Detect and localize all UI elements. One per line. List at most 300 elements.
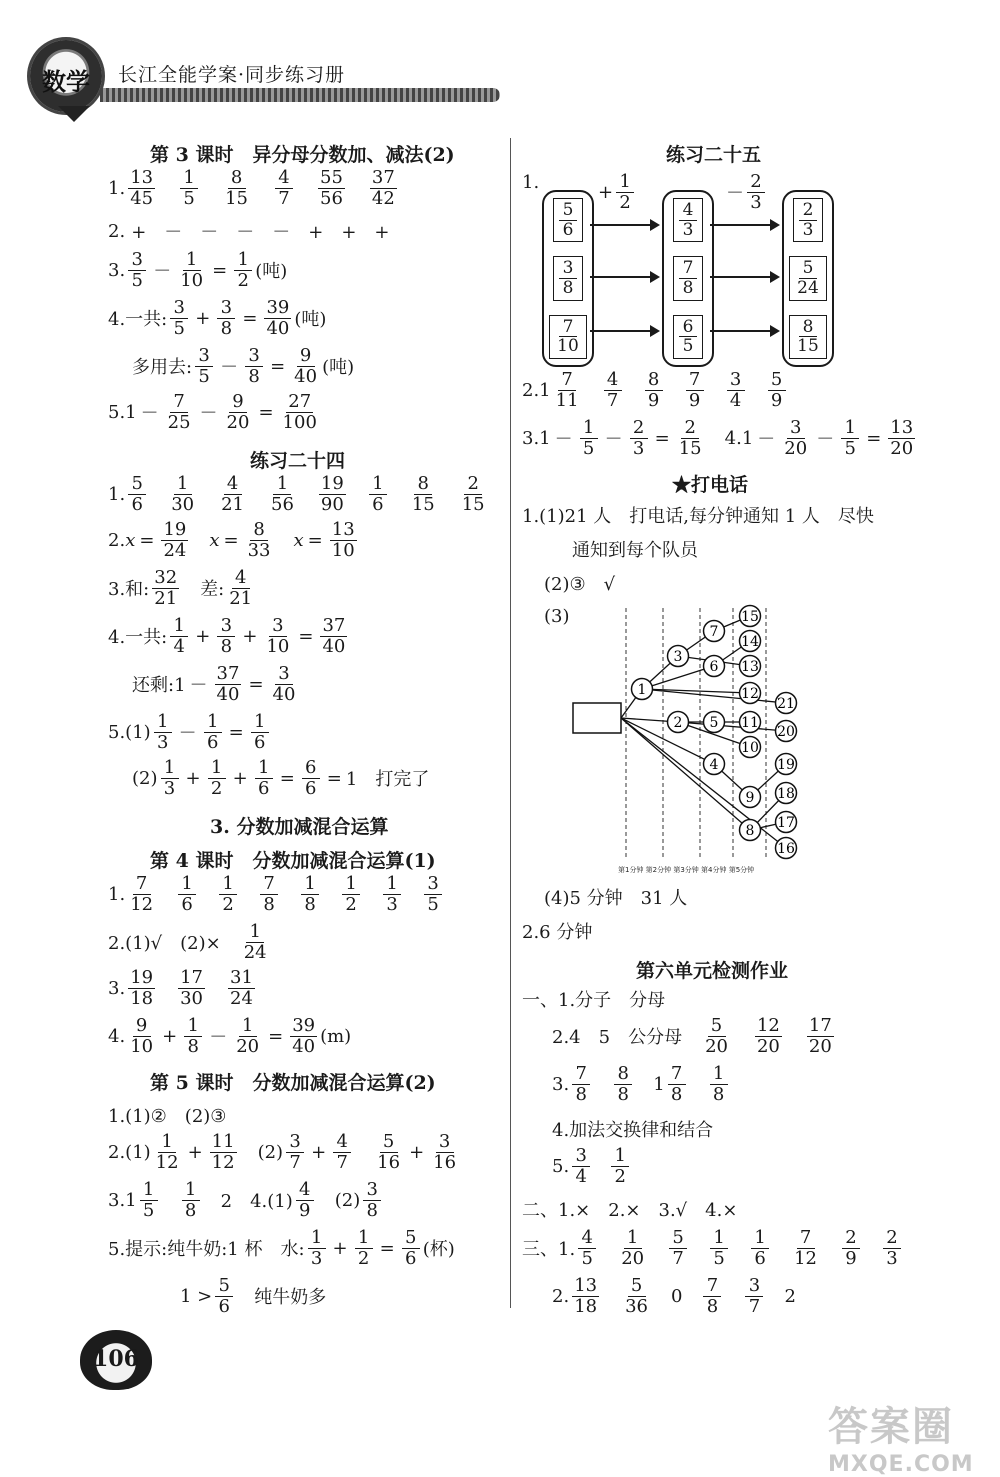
denominator: 9 <box>770 389 783 411</box>
member-node <box>704 754 725 775</box>
phone-tree-diagram <box>560 600 820 876</box>
answer-row: (2) $\frac{1}{3}$ + $\frac{1}{2}$ + $\frac{1}{6}$ = $\frac{6}{6}$ = 1 打完了 <box>132 757 430 799</box>
fraction <box>178 968 205 1009</box>
fraction <box>182 1180 200 1221</box>
denominator: 6 <box>131 493 143 515</box>
answer-label: 2. <box>552 1285 570 1307</box>
fraction <box>782 418 809 459</box>
section-title: 练习二十四 <box>250 450 346 472</box>
numerator: 13 <box>331 519 355 540</box>
numerator: 3 <box>128 250 146 271</box>
numerator: 2 <box>681 418 699 439</box>
answer-text: 4.加法交换律和结合 <box>552 1120 714 1141</box>
denominator: 7 <box>748 1295 761 1317</box>
denominator: 33 <box>247 539 271 561</box>
denominator: 12 <box>211 1151 235 1173</box>
answer-text: 2 <box>784 1285 796 1307</box>
denominator: 10 <box>331 539 355 561</box>
denominator: 9 <box>299 1199 311 1221</box>
numerator: 1 <box>616 172 634 193</box>
fraction <box>888 418 915 459</box>
section-title: 练习二十五 <box>666 144 762 166</box>
boxed-fraction <box>549 315 587 359</box>
answer-label: 2. <box>108 529 126 551</box>
denominator: 5 <box>427 893 439 915</box>
node-label: 9 <box>745 790 755 806</box>
denominator: 6 <box>257 777 270 799</box>
answer-label: 3. <box>552 1073 570 1095</box>
fraction <box>370 168 397 209</box>
denominator: 10 <box>180 269 204 291</box>
fraction <box>320 616 347 657</box>
fraction <box>154 1132 181 1173</box>
answer-label: 2. <box>108 220 126 242</box>
numerator: 13 <box>130 167 154 188</box>
answer-text: (4)5 分钟 31 人 <box>544 888 688 909</box>
numerator: 9 <box>229 392 247 413</box>
numerator: 3 <box>745 1276 763 1297</box>
numerator: 3 <box>436 1132 454 1153</box>
boxed-fraction <box>789 315 827 359</box>
numerator: 3 <box>727 370 745 391</box>
numerator: 7 <box>797 1228 815 1249</box>
answer-text: 1 打完了 <box>345 769 430 791</box>
numerator: 7 <box>703 1276 721 1297</box>
node-label: 19 <box>777 757 795 773</box>
answer-row <box>108 168 400 209</box>
numerator: 2 <box>630 418 648 439</box>
fraction <box>383 874 401 915</box>
denominator: 4 <box>729 389 742 411</box>
numerator: 1 <box>219 874 237 895</box>
answer-label: 2.(1) <box>108 1141 151 1163</box>
numerator: 1 <box>161 758 179 779</box>
fraction <box>302 758 320 799</box>
fraction <box>245 346 263 387</box>
variable: x <box>209 529 220 551</box>
denominator: 4 <box>575 1165 587 1187</box>
numerator: 3 <box>787 418 805 439</box>
numerator: 8 <box>645 370 663 391</box>
fraction <box>342 874 360 915</box>
denominator: 8 <box>562 278 574 299</box>
unit: (杯) <box>422 1239 455 1261</box>
fraction <box>219 474 246 515</box>
fraction-list <box>125 968 258 1009</box>
numerator: 7 <box>572 1064 590 1085</box>
fraction <box>677 418 704 459</box>
numerator: 1 <box>841 418 859 439</box>
numerator: 8 <box>228 168 246 189</box>
numerator: 55 <box>320 167 343 188</box>
answer-label: 1. <box>522 172 540 193</box>
numerator: 5 <box>402 1228 420 1249</box>
fraction <box>170 616 188 657</box>
denominator: 3 <box>886 1247 898 1269</box>
numerator: 37 <box>216 663 240 684</box>
denominator: 9 <box>647 389 660 411</box>
numerator: 5 <box>799 259 817 279</box>
numerator: 5 <box>215 1276 233 1297</box>
numerator: 7 <box>260 874 278 895</box>
node-label: 15 <box>741 609 759 625</box>
denominator: 30 <box>171 493 195 515</box>
fraction <box>572 1146 590 1187</box>
fraction <box>572 1064 590 1105</box>
section-title: 第 3 课时 异分母分数加、减法(2) <box>150 144 455 166</box>
answer-label: (2) <box>334 1189 361 1211</box>
fraction-group-1 <box>542 190 594 367</box>
unit: (吨) <box>255 261 288 283</box>
answer-label: 3. <box>108 259 126 281</box>
arrow <box>590 330 658 332</box>
denominator: 5 <box>682 336 694 357</box>
numerator: 39 <box>292 1015 316 1036</box>
denominator: 8 <box>575 1083 587 1105</box>
fraction <box>745 1276 763 1317</box>
boxed-fraction <box>673 256 703 300</box>
fraction <box>286 1132 304 1173</box>
denominator: 5 <box>183 187 195 209</box>
numerator: 1 <box>273 474 291 495</box>
unit: (吨) <box>294 309 327 331</box>
fraction-list <box>575 1228 904 1269</box>
answer-row: 多用去: $\frac{3}{5}$ － $\frac{3}{8}$ = $\frac{9}{40}$ (吨) <box>132 345 355 387</box>
fraction-list <box>125 168 400 209</box>
fraction <box>308 1228 326 1269</box>
denominator: 10 <box>557 336 579 357</box>
numerator: 1 <box>710 1228 728 1249</box>
denominator: 6 <box>305 777 317 799</box>
unit: (m) <box>320 1025 352 1047</box>
answer-row <box>522 1228 904 1269</box>
answer-row <box>552 1146 632 1187</box>
node-label: 2 <box>673 715 683 731</box>
fraction <box>255 758 273 799</box>
answer-text: + － － － － + + + <box>131 222 390 243</box>
denominator: 3 <box>163 777 176 799</box>
answer-label: 2.(1)√ (2)× <box>108 933 221 955</box>
answer-text: 1.(1)② (2)③ <box>108 1106 227 1127</box>
answer-row: 5.(1) $\frac{1}{3}$ － $\frac{1}{6}$ = $\frac{1}{6}$ <box>108 712 272 753</box>
denominator: 5 <box>131 269 143 291</box>
fraction <box>686 370 704 411</box>
numerator: 9 <box>297 346 315 367</box>
denominator: 40 <box>216 683 240 705</box>
denominator: 20 <box>621 1247 645 1269</box>
page-number-badge <box>80 1330 152 1390</box>
denominator: 5 <box>581 1247 593 1269</box>
fraction <box>611 1146 629 1187</box>
denominator: 8 <box>706 1295 719 1317</box>
answer-label: 3.1 <box>108 1189 137 1211</box>
numerator: 7 <box>133 874 151 895</box>
answer-label: 还剩:1 <box>132 675 186 697</box>
numerator: 4 <box>578 1228 596 1249</box>
fraction <box>645 370 663 411</box>
numerator: 17 <box>180 967 203 988</box>
fraction <box>460 474 487 515</box>
fraction <box>630 418 648 459</box>
denominator: 18 <box>130 987 154 1009</box>
numerator: 19 <box>130 967 154 988</box>
node-label: 13 <box>741 659 759 675</box>
answer-row: 4. $\frac{9}{10}$ + $\frac{1}{8}$ － $\frac{1}{20}$ = $\frac{39}{40}$ (m) <box>108 1015 352 1057</box>
answer-row <box>552 1276 796 1317</box>
fraction <box>178 874 196 915</box>
answer-row <box>108 874 445 915</box>
fraction <box>204 712 222 753</box>
boxed-fraction <box>553 198 583 242</box>
numerator: 3 <box>424 874 442 895</box>
fraction <box>301 874 319 915</box>
answer-row <box>108 568 257 609</box>
answer-text: 0 <box>671 1285 683 1307</box>
numerator: 1 <box>611 1146 629 1167</box>
numerator: 3 <box>217 616 235 637</box>
fraction <box>679 318 697 356</box>
denominator: 40 <box>272 683 296 705</box>
fraction <box>410 474 437 515</box>
fraction <box>402 1228 420 1269</box>
numerator: 3 <box>572 1146 590 1167</box>
node-label: 21 <box>777 696 795 712</box>
answer-label: 1. <box>108 483 126 505</box>
numerator: 37 <box>371 167 395 188</box>
member-node <box>740 737 761 758</box>
watermark-line1: 答案圈 <box>828 1404 954 1450</box>
fraction <box>369 474 387 515</box>
numerator: 1 <box>369 474 387 495</box>
denominator: 16 <box>433 1151 457 1173</box>
numerator: 9 <box>133 1016 151 1037</box>
denominator: 8 <box>617 1083 629 1105</box>
answer-text: 一、1.分子 分母 <box>522 990 666 1011</box>
denominator: 7 <box>672 1247 684 1269</box>
section-title: 第 5 课时 分数加减混合运算(2) <box>150 1072 436 1094</box>
numerator: 1 <box>239 1016 257 1037</box>
fraction <box>275 168 293 209</box>
numerator: 5 <box>628 1276 646 1297</box>
boxed-fraction <box>553 256 583 300</box>
section-title: 3. 分数加减混合运算 <box>210 816 389 838</box>
fraction <box>161 758 179 799</box>
denominator: 90 <box>320 493 344 515</box>
fraction-group-2 <box>662 190 714 367</box>
member-node <box>704 656 725 677</box>
answer-label: 4.一共: <box>108 309 168 331</box>
denominator: 11 <box>555 389 579 411</box>
denominator: 6 <box>372 493 384 515</box>
member-node <box>668 646 689 667</box>
numerator: 1 <box>246 922 264 943</box>
numerator: 1 <box>170 616 188 637</box>
fraction <box>580 418 598 459</box>
fraction <box>128 874 155 915</box>
member-node <box>668 712 689 733</box>
fraction <box>184 1016 202 1057</box>
answer-row: 4.一共: $\frac{3}{5}$ + $\frac{3}{8}$ = $\frac{39}{40}$ (吨) <box>108 297 327 339</box>
denominator: 7 <box>278 187 290 209</box>
operator: + <box>598 181 614 203</box>
answer-text: 2.6 分钟 <box>522 922 593 943</box>
answer-label: 2.1 <box>522 379 551 401</box>
numerator: 1 <box>624 1228 642 1249</box>
denominator: 16 <box>377 1151 401 1173</box>
operation-label <box>726 172 768 213</box>
answer-label: 2 4.(1) <box>220 1191 293 1213</box>
denominator: 24 <box>797 278 819 299</box>
unit: (吨) <box>322 357 355 379</box>
boxed-fraction <box>673 198 703 242</box>
fraction <box>604 370 622 411</box>
fraction <box>251 712 269 753</box>
boxed-fraction <box>793 198 823 242</box>
fraction <box>747 172 765 213</box>
fraction <box>727 370 745 411</box>
numerator: 2 <box>842 1228 860 1249</box>
numerator: 1 <box>204 712 222 733</box>
denominator: 8 <box>670 1083 683 1105</box>
denominator: 6 <box>206 731 219 753</box>
node-label: 12 <box>741 686 759 702</box>
numerator: 37 <box>322 615 346 636</box>
node-label: 16 <box>777 841 795 857</box>
numerator: 2 <box>799 201 817 221</box>
answer-label: 1. <box>108 177 126 199</box>
fraction <box>318 168 345 209</box>
numerator: 1 <box>174 474 192 495</box>
answer-label: 5. <box>552 1155 570 1177</box>
denominator: 2 <box>357 1247 370 1269</box>
fraction-list <box>569 1146 632 1187</box>
denominator: 40 <box>292 1035 316 1057</box>
answer-text: 1.(1)21 人 打电话,每分钟通知 1 人 尽快 <box>522 506 874 527</box>
numerator: 3 <box>286 1132 304 1153</box>
numerator: 31 <box>230 967 253 988</box>
fraction <box>710 1228 728 1269</box>
member-node <box>740 631 761 652</box>
numerator: 1 <box>208 758 226 779</box>
denominator: 36 <box>625 1295 648 1317</box>
denominator: 7 <box>289 1151 301 1173</box>
denominator: 8 <box>220 635 233 657</box>
fraction-list <box>551 370 789 411</box>
fraction <box>555 318 581 356</box>
denominator: 20 <box>808 1035 832 1057</box>
denominator: 3 <box>802 219 814 240</box>
node-label: 17 <box>777 815 795 831</box>
call-line <box>621 718 786 848</box>
numerator: 1 <box>308 1228 326 1249</box>
numerator: 12 <box>756 1015 780 1036</box>
fraction <box>768 370 786 411</box>
call-line <box>621 718 750 830</box>
fraction-list <box>125 874 445 915</box>
fraction <box>180 168 198 209</box>
fraction <box>242 922 269 963</box>
numerator: 1 <box>154 712 172 733</box>
fraction <box>616 172 634 213</box>
answer-row <box>552 1064 731 1105</box>
section-title: 第六单元检测作业 <box>636 960 789 982</box>
numerator: 4 <box>333 1132 351 1153</box>
answer-row: 还剩:1 － $\frac{37}{40}$ = $\frac{3}{40}$ <box>132 663 296 705</box>
denominator: 40 <box>294 365 318 387</box>
denominator: 7 <box>336 1151 348 1173</box>
denominator: 24 <box>163 539 187 561</box>
fraction <box>703 1276 721 1317</box>
denominator: 24 <box>243 941 267 963</box>
node-label: 18 <box>777 786 795 802</box>
denominator: 5 <box>844 437 856 459</box>
denominator: 6 <box>405 1247 417 1269</box>
numerator: 8 <box>414 474 432 495</box>
denominator: 20 <box>890 437 914 459</box>
fraction <box>363 1180 381 1221</box>
teacher-box <box>573 703 621 733</box>
member-node <box>740 712 761 733</box>
fraction <box>375 1132 402 1173</box>
denominator: 5 <box>142 1199 155 1221</box>
book-title: 长江全能学案·同步练习册 <box>118 64 346 86</box>
answer-row <box>552 1016 837 1057</box>
numerator: 13 <box>574 1275 598 1296</box>
denominator: 21 <box>221 493 244 515</box>
denominator: 18 <box>574 1295 598 1317</box>
numerator: 5 <box>669 1228 687 1249</box>
numerator: 1 <box>751 1228 769 1249</box>
numerator: 3 <box>245 346 263 367</box>
fraction-list <box>125 474 489 515</box>
fraction <box>223 168 250 209</box>
answer-label: 1 > <box>180 1285 213 1307</box>
fraction <box>333 1132 351 1173</box>
denominator: 5 <box>198 365 210 387</box>
denominator: 3 <box>386 893 398 915</box>
answer-label: 5.1 <box>108 401 137 423</box>
answer-label: 2.4 5 公分母 <box>552 1027 683 1049</box>
numerator: 8 <box>799 318 817 338</box>
denominator: 15 <box>678 437 702 459</box>
fraction <box>128 968 155 1009</box>
numerator: 7 <box>668 1064 686 1085</box>
denominator: 15 <box>225 187 248 209</box>
denominator: 3 <box>750 191 762 213</box>
denominator: 6 <box>218 1295 230 1317</box>
fraction <box>225 392 252 433</box>
member-node <box>776 812 797 833</box>
denominator: 20 <box>784 437 808 459</box>
numerator: 4 <box>275 168 293 189</box>
numerator: 7 <box>686 370 704 391</box>
call-line <box>678 722 786 731</box>
node-label: 3 <box>673 649 683 665</box>
numerator: 1 <box>342 874 360 895</box>
denominator: 45 <box>130 187 154 209</box>
arrow <box>590 276 658 278</box>
node-label: 1 <box>637 682 647 698</box>
node-label: 10 <box>741 740 759 756</box>
denominator: 6 <box>254 731 266 753</box>
denominator: 2 <box>614 1165 626 1187</box>
numerator: 4 <box>232 568 250 589</box>
numerator: 1 <box>178 874 196 895</box>
denominator: 3 <box>682 219 694 240</box>
fraction <box>292 346 319 387</box>
fraction <box>424 874 442 915</box>
fraction <box>431 1132 458 1173</box>
